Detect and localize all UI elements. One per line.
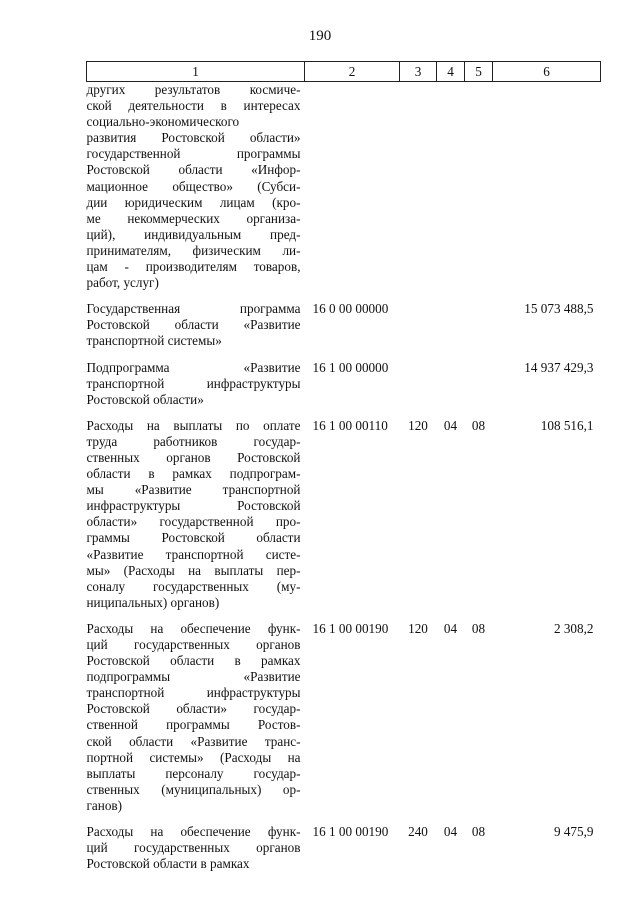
table-row	[87, 301, 601, 349]
description-line: портной системы» (Расходы на	[86, 749, 301, 765]
page-number: 190	[308, 28, 332, 44]
expense-description	[87, 824, 305, 872]
description-line: ской деятельности в интересах	[86, 98, 301, 114]
description-line: подпрограммы «Развитие	[86, 669, 301, 685]
description-line: Ростовской области» государ-	[86, 701, 301, 717]
section-code	[437, 301, 465, 349]
expense-description	[87, 360, 305, 408]
description-line: Государственная программа	[86, 301, 301, 317]
table-row	[87, 82, 601, 292]
table-row	[87, 418, 601, 611]
description-line: области» государственной про-	[86, 514, 301, 530]
section-code: 04	[443, 620, 458, 636]
expense-type-code	[400, 301, 437, 349]
description-line: ций государственных органов	[86, 637, 301, 652]
description-line: ций), индивидуальным пред-	[86, 226, 301, 242]
section-code: 04	[443, 824, 458, 840]
expense-description	[87, 621, 305, 814]
description-line: Ростовской области»	[86, 391, 204, 407]
description-line: развития Ростовской области»	[86, 130, 301, 146]
table-row	[87, 360, 601, 408]
target-article-code: 16 1 00 00190	[312, 620, 389, 636]
description-line: инфраструктуры Ростовской	[86, 498, 301, 514]
description-line: ственных (муниципальных) ор-	[86, 781, 301, 797]
target-article-code: 16 1 00 00000	[312, 359, 389, 375]
column-header: 1	[87, 62, 305, 82]
description-line: транспортной инфраструктуры	[86, 685, 301, 701]
amount: 2 308,2	[553, 620, 594, 636]
description-line: мационное общество» (Субси-	[86, 178, 301, 194]
description-line: ниципальных) органов)	[86, 594, 220, 610]
description-line: других результатов космиче-	[86, 82, 301, 97]
subsection-code	[465, 82, 493, 292]
description-line: Расходы на обеспечение функ-	[86, 620, 301, 636]
description-line: социально-экономического	[86, 114, 240, 130]
column-header: 3	[400, 62, 437, 82]
description-line: ций государственных органов	[86, 840, 301, 856]
description-line: граммы Ростовской области	[86, 530, 301, 546]
description-line: ской области «Развитие транс-	[86, 733, 301, 749]
amount	[493, 82, 601, 292]
column-number-header	[87, 62, 601, 82]
description-line: ственных органов Ростовской	[86, 449, 301, 465]
amount: 108 516,1	[540, 417, 594, 433]
table-row	[87, 824, 601, 872]
description-line: ганов)	[86, 797, 123, 813]
expense-description	[87, 418, 305, 611]
description-line: Подпрограмма «Развитие	[86, 359, 301, 375]
column-header: 2	[305, 62, 400, 82]
expense-description	[87, 82, 305, 292]
amount: 14 937 429,3	[524, 359, 594, 375]
description-line: Расходы на выплаты по оплате	[86, 417, 301, 433]
description-line: Ростовской области «Инфор-	[86, 162, 301, 178]
description-line: цам - производителям товаров,	[86, 259, 301, 275]
amount: 15 073 488,5	[524, 301, 594, 317]
expense-type-code	[400, 360, 437, 408]
description-line: принимателям, физическим ли-	[86, 242, 301, 258]
target-article-code	[305, 82, 400, 292]
description-line: выплаты персоналу государ-	[86, 765, 301, 781]
description-line: Ростовской области «Развитие	[86, 317, 301, 333]
description-line: труда работников государ-	[86, 433, 301, 449]
description-line: работ, услуг)	[86, 275, 159, 291]
budget-table	[86, 61, 601, 872]
description-line: «Развитие транспортной систе-	[86, 546, 301, 562]
subsection-code: 08	[471, 824, 486, 840]
section-code: 04	[443, 417, 458, 433]
description-line: транспортной системы»	[86, 333, 222, 349]
description-line: транспортной инфраструктуры	[86, 375, 301, 391]
section-code	[437, 360, 465, 408]
description-line: мы «Развитие транспортной	[86, 482, 301, 498]
target-article-code: 16 0 00 00000	[312, 301, 389, 317]
description-line: Ростовской области в рамках	[86, 856, 250, 872]
column-header: 5	[465, 62, 493, 82]
column-header: 6	[493, 62, 601, 82]
expense-type-code: 120	[408, 417, 428, 433]
description-line: государственной программы	[86, 146, 301, 162]
expense-description	[87, 301, 305, 349]
subsection-code	[465, 301, 493, 349]
description-line: Ростовской области в рамках	[86, 653, 301, 669]
subsection-code: 08	[471, 417, 486, 433]
target-article-code: 16 1 00 00110	[312, 417, 388, 433]
expense-type-code: 120	[408, 620, 428, 636]
expense-type-code	[400, 82, 437, 292]
description-line: ственной программы Ростов-	[86, 717, 301, 733]
amount: 9 475,9	[553, 824, 594, 840]
description-line: дии юридическим лицам (кро-	[86, 194, 301, 210]
subsection-code	[465, 360, 493, 408]
expense-type-code: 240	[408, 824, 428, 840]
column-header: 4	[437, 62, 465, 82]
subsection-code: 08	[471, 620, 486, 636]
description-line: области в рамках подпрограм-	[86, 466, 301, 482]
description-line: Расходы на обеспечение функ-	[86, 824, 301, 840]
table-row	[87, 621, 601, 814]
description-line: мы» (Расходы на выплаты пер-	[86, 562, 301, 578]
description-line: соналу государственных (му-	[86, 578, 301, 594]
target-article-code: 16 1 00 00190	[312, 824, 389, 840]
description-line: ме некоммерческих организа-	[86, 210, 301, 226]
section-code	[437, 82, 465, 292]
